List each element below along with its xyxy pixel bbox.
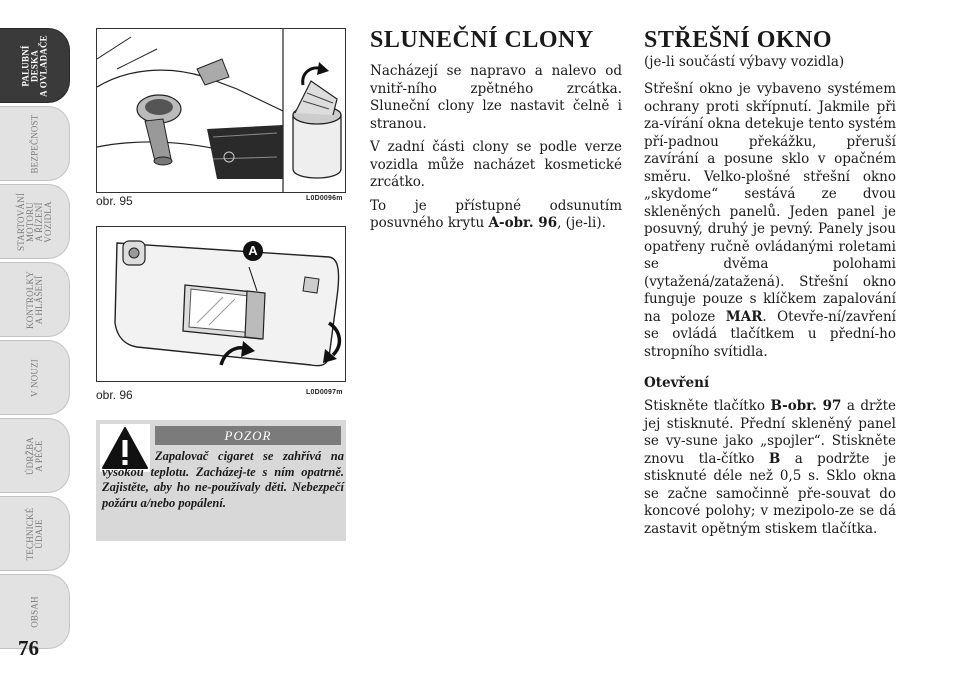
- figure-96-sun-visor: [96, 226, 346, 382]
- tab-label: TECHNICKÉ ÚDAJE: [24, 507, 44, 560]
- figure-reference: B-obr. 97: [770, 398, 842, 414]
- tab-maintenance[interactable]: [0, 418, 70, 493]
- sun-visors-section: [370, 26, 622, 239]
- tab-emergency[interactable]: [0, 340, 70, 415]
- text-run: Střešní okno je vybaveno systémem ochrany proti skřípnutí. Jakmile při za-vírání okna detekuje tento systém pří-padnou překážku, přeruší zavírání a posune sklo v opačném směru. Velko-plošné střešní okno „skydome“ sestává ze dvou skleněných panelů. Jeden panel je posuvný, druhý je pevný. Panely jsou opatřeny ručně ovládanými roletami se dvěma polohami (vytažená/zatažená). Střešní okno funguje pouze s klíčkem zapalování na poloze: [644, 81, 896, 325]
- tab-label: OBSAH: [29, 595, 39, 628]
- text-run: To je přístupné odsunutím posuvného krytu: [370, 197, 622, 231]
- callout-a-marker: [243, 241, 263, 261]
- tab-label: V NOUZI: [29, 358, 39, 397]
- sunroof-paragraph-1: [644, 81, 896, 361]
- sunroof-paragraph-2: [644, 398, 896, 538]
- key-position: MAR: [725, 308, 763, 325]
- sunroof-section: [644, 26, 896, 544]
- text-run: . Otevře-ní/zavření se ovládá tlačítkem u přední-ho stropního svítidla.: [644, 308, 896, 360]
- figure-95-cigarette-lighter: [96, 28, 346, 193]
- figure-96-caption: obr. 96: [96, 388, 133, 402]
- tab-warning-lights[interactable]: [0, 262, 70, 337]
- button-reference: B: [768, 450, 781, 467]
- tab-label: STARTOVÁNÍ MOTORU A ŘÍZENÍ VOZIDLA: [15, 192, 53, 251]
- sun-visors-paragraph-3: [370, 198, 622, 233]
- text-run: a držte jej stisknuté. Přední skleněný panel se vy-sune jako „spojler“. Stiskněte znovu tla-čítko: [644, 398, 896, 467]
- tab-safety[interactable]: [0, 106, 70, 181]
- tab-starting-driving[interactable]: [0, 184, 70, 259]
- warning-box: [96, 420, 346, 541]
- text-run: Stiskněte tlačítko: [644, 398, 771, 414]
- tab-label: KONTROLKY A HLÁŠENÍ: [24, 270, 44, 329]
- sunroof-subtitle: (je-li součástí výbavy vozidla): [644, 54, 845, 70]
- tab-label: BEZPEČNOST: [29, 114, 39, 174]
- sun-visor-illustration: [97, 227, 346, 382]
- tab-label: ÚDRŽBA A PÉČE: [24, 436, 44, 475]
- figure-reference: A-obr. 96: [488, 215, 558, 231]
- page-number: 76: [18, 636, 39, 660]
- sun-visors-paragraph-2: V zadní části clony se podle verze vozidla může nacházet kosmetické zrcátko.: [370, 139, 622, 190]
- warning-text: Zapalovač cigaret se zahřívá na vysokou teplotu. Zacházej-te s ním opatrně. Zajistěte, aby ho ne-používaly děti. Nebezpečí požáru a/nebo popálení.: [102, 449, 344, 510]
- figure-95-code: L0D0096m: [306, 195, 343, 202]
- sunroof-heading: STŘEŠNÍ OKNO: [644, 27, 833, 53]
- tab-dashboard-controls[interactable]: [0, 28, 70, 103]
- figure-95-caption: obr. 95: [96, 194, 133, 208]
- figure-96-code: L0D0097m: [306, 389, 343, 396]
- tab-label: PALUBNÍ DESKA A OVLADAČE: [20, 34, 48, 97]
- callout-a-label: A: [248, 243, 258, 258]
- cigarette-lighter-illustration: [97, 29, 346, 193]
- text-run: a podržte je stisknuté déle než 0,5 s. Sklo okna se začne samočinně pře-souvat do koncové polohy; v mezipolo-ze se dá zastavit opětným stiskem tlačítka.: [644, 450, 896, 537]
- chapter-tabs: [0, 28, 74, 652]
- opening-subheading: Otevření: [644, 375, 710, 391]
- tab-technical-data[interactable]: [0, 496, 70, 571]
- text-run: , (je-li).: [557, 215, 606, 231]
- sun-visors-paragraph-1: Nacházejí se napravo a nalevo od vnitř-ního zpětného zrcátka. Sluneční clony lze nastavit čelně i stranou.: [370, 63, 622, 132]
- sun-visors-heading: SLUNEČNÍ CLONY: [370, 27, 594, 53]
- warning-title: POZOR: [155, 426, 341, 445]
